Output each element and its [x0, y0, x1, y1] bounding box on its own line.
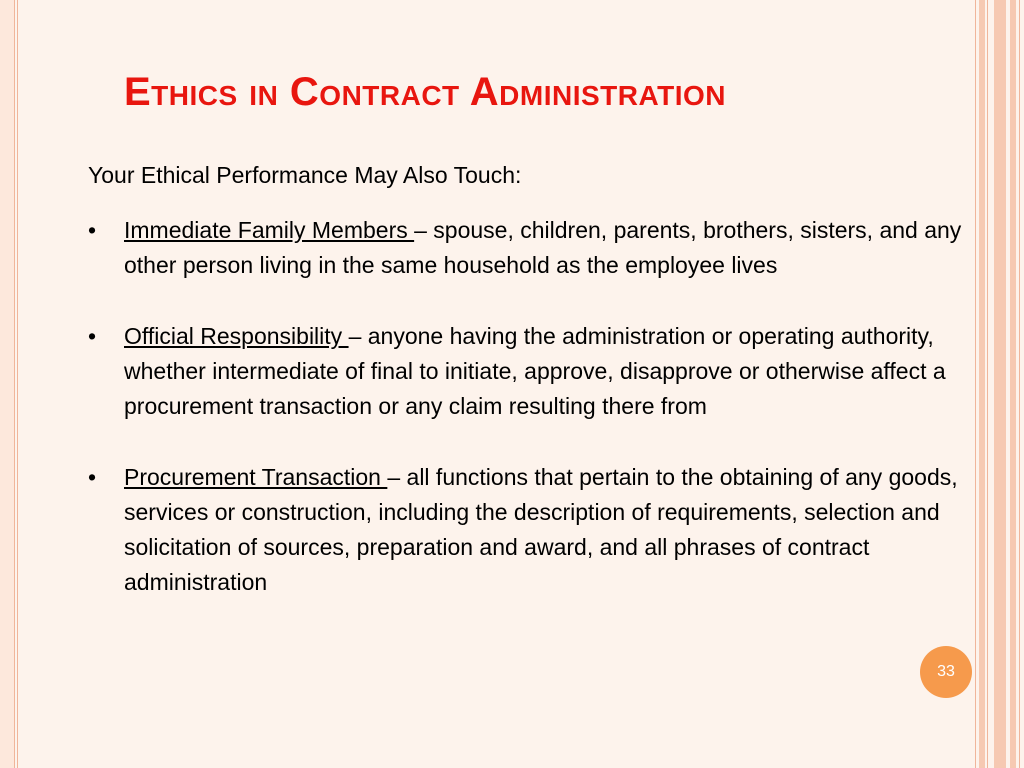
bullet-marker: • — [88, 217, 97, 243]
bullet-text: – spouse, children, parents, brothers, sisters, and any other person living in the same household as the employee lives — [124, 217, 962, 278]
bullet-term: Immediate Family Members — [124, 217, 415, 243]
right-border-stripe — [979, 0, 985, 768]
slide-content — [88, 158, 968, 636]
bullet-text: – anyone having the administration or operating authority, whether intermediate of final to initiate, approve, disapprove or otherwise affect a procurement transaction or any claim resulting there from — [124, 323, 946, 419]
intro-text: Your Ethical Performance May Also Touch: — [88, 162, 522, 188]
bullet-term: Procurement Transaction — [124, 464, 388, 490]
bullet-term: Official Responsibility — [124, 323, 349, 349]
bullet-item — [88, 213, 968, 283]
right-border-stripe — [994, 0, 1006, 768]
left-border-line — [17, 0, 18, 768]
bullet-item — [88, 460, 968, 600]
right-border-stripe — [1019, 0, 1020, 768]
right-border-stripe — [1010, 0, 1016, 768]
right-border-stripe — [987, 0, 988, 768]
bullet-marker: • — [88, 464, 97, 490]
bullet-item — [88, 319, 968, 424]
page-number-badge: 33 — [920, 646, 972, 698]
bullet-marker: • — [88, 323, 97, 349]
bullet-text: – all functions that pertain to the obtaining of any goods, services or construction, including the description of requirements, selection and solicitation of sources, preparation and award, and all phrases of contract administration — [124, 464, 958, 595]
right-border-stripe — [975, 0, 976, 768]
left-border — [0, 0, 15, 768]
slide-title: Ethics in Contract Administration — [124, 70, 727, 114]
